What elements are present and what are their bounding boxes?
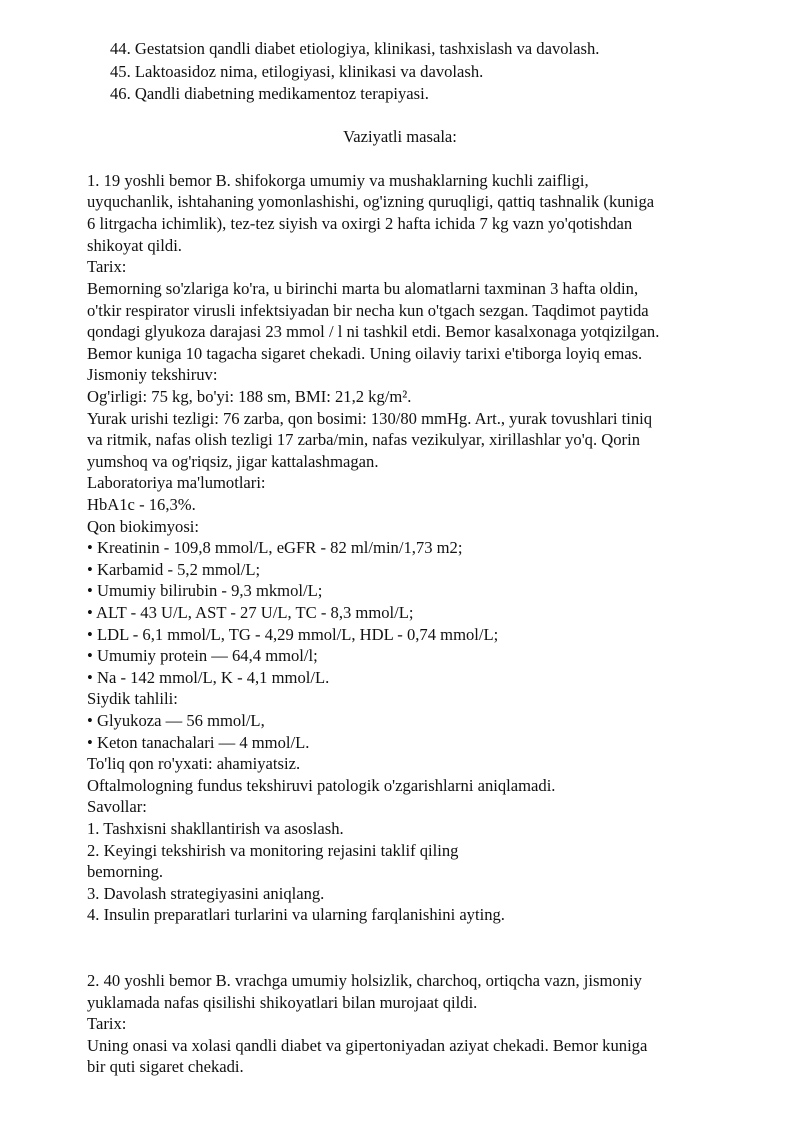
section-title: Vaziyatli masala:	[343, 127, 457, 146]
case1-exam-line: Yurak urishi tezligi: 76 zarba, qon bosimi: 130/80 mmHg. Art., yurak tovushlari tiniq	[87, 409, 653, 428]
case1-history-line: Bemorning so'zlariga ko'ra, u birinchi marta bu alomatlarni taxminan 3 hafta oldin,	[87, 279, 639, 298]
case1-exam-line: yumshoq va og'riqsiz, jigar kattalashmagan.	[87, 452, 379, 471]
case1-intro-line: 6 litrgacha ichimlik), tez-tez siyish va oxirgi 2 hafta ichida 7 kg vazn yo'qotishdan	[87, 214, 633, 233]
question-item: 3. Davolash strategiyasini aniqlang.	[87, 884, 325, 903]
case1-urine-label: Siydik tahlili:	[87, 689, 178, 708]
case2-history-line: Uning onasi va xolasi qandli diabet va gipertoniyadan aziyat chekadi. Bemor kuniga	[87, 1036, 648, 1055]
case2-intro-line: 2. 40 yoshli bemor B. vrachga umumiy holsizlik, charchoq, ortiqcha vazn, jismoniy	[87, 971, 642, 990]
case1-intro-line: 1. 19 yoshli bemor B. shifokorga umumiy va mushaklarning kuchli zaifligi,	[87, 171, 589, 190]
case1-history-line: qondagi glyukoza darajasi 23 mmol / l ni tashkil etdi. Bemor kasalxonaga yotqizilgan.	[87, 322, 660, 341]
case1-intro-line: uyquchanlik, ishtahaning yomonlashishi, og'izning quruqligi, qattiq tashnalik (kuniga	[87, 192, 655, 211]
case2-history-line: bir quti sigaret chekadi.	[87, 1057, 244, 1076]
list-item-45: 45. Laktoasidoz nima, etilogiyasi, klinikasi va davolash.	[110, 62, 484, 81]
question-item: bemorning.	[87, 862, 164, 881]
case1-history-line: Bemor kuniga 10 tagacha sigaret chekadi. Uning oilaviy tarixi e'tiborga loyiq emas.	[87, 344, 643, 363]
biochem-item: • Kreatinin - 109,8 mmol/L, eGFR - 82 ml/min/1,73 m2;	[87, 538, 463, 557]
biochem-item: • ALT - 43 U/L, AST - 27 U/L, TC - 8,3 mmol/L;	[87, 603, 414, 622]
list-item-44: 44. Gestatsion qandli diabet etiologiya, klinikasi, tashxislash va davolash.	[110, 39, 600, 58]
question-item: 4. Insulin preparatlari turlarini va ularning farqlanishini ayting.	[87, 905, 505, 924]
biochem-item: • Karbamid - 5,2 mmol/L;	[87, 560, 261, 579]
case2-history-label: Tarix:	[87, 1014, 127, 1033]
biochem-item: • LDL - 6,1 mmol/L, TG - 4,29 mmol/L, HDL - 0,74 mmol/L;	[87, 625, 499, 644]
case1-history-label: Tarix:	[87, 257, 127, 276]
urine-item: • Keton tanachalari — 4 mmol/L.	[87, 733, 310, 752]
case1-exam-line: Og'irligi: 75 kg, bo'yi: 188 sm, BMI: 21,2 kg/m².	[87, 387, 412, 406]
case1-history-line: o'tkir respirator virusli infektsiyadan bir necha kun o'tgach sezgan. Taqdimot paytida	[87, 301, 649, 320]
biochem-item: • Umumiy protein — 64,4 mmol/l;	[87, 646, 318, 665]
question-item: 2. Keyingi tekshirish va monitoring rejasini taklif qiling	[87, 841, 459, 860]
list-item-46: 46. Qandli diabetning medikamentoz terapiyasi.	[110, 84, 429, 103]
biochem-item: • Na - 142 mmol/L, K - 4,1 mmol/L.	[87, 668, 330, 687]
case1-exam-label: Jismoniy tekshiruv:	[87, 365, 218, 384]
case1-exam-line: va ritmik, nafas olish tezligi 17 zarba/min, nafas vezikulyar, xirillashlar yo'q. Qorin	[87, 430, 640, 449]
case1-lab-label: Laboratoriya ma'lumotlari:	[87, 473, 266, 492]
case1-cbc: To'liq qon ro'yxati: ahamiyatsiz.	[87, 754, 301, 773]
case1-biochem-label: Qon biokimyosi:	[87, 517, 200, 536]
case1-questions-label: Savollar:	[87, 797, 147, 816]
case1-hba1c: HbA1c - 16,3%.	[87, 495, 196, 514]
question-item: 1. Tashxisni shakllantirish va asoslash.	[87, 819, 344, 838]
case1-fundus: Oftalmologning fundus tekshiruvi patologik o'zgarishlarni aniqlamadi.	[87, 776, 556, 795]
case2-intro-line: yuklamada nafas qisilishi shikoyatlari bilan murojaat qildi.	[87, 993, 478, 1012]
urine-item: • Glyukoza — 56 mmol/L,	[87, 711, 265, 730]
biochem-item: • Umumiy bilirubin - 9,3 mkmol/L;	[87, 581, 323, 600]
case1-intro-line: shikoyat qildi.	[87, 236, 182, 255]
